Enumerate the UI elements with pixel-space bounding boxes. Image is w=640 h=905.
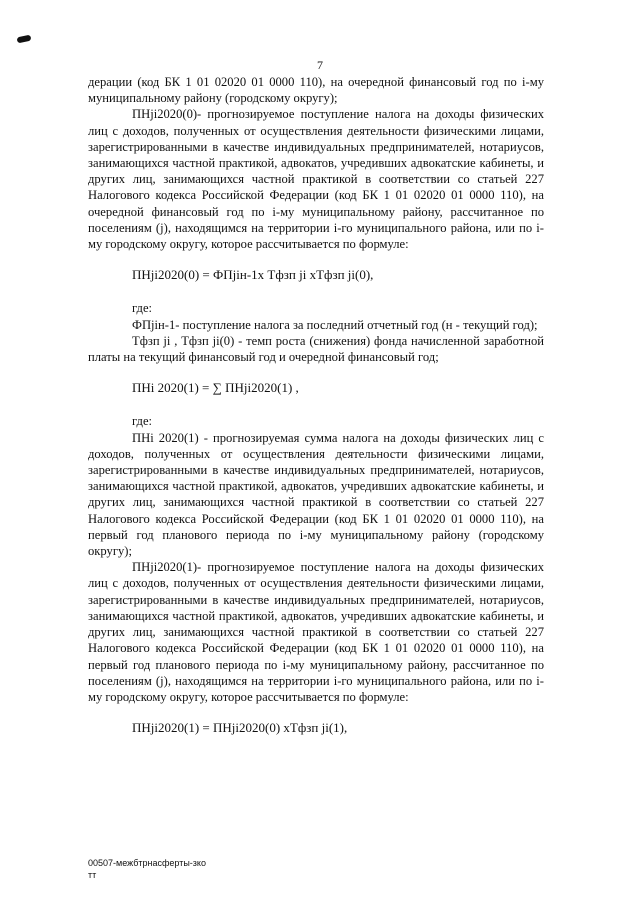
formula-3: ПНјі2020(1) = ПНјі2020(0) хТфзп јі(1), xyxy=(132,720,348,736)
paragraph-3: ФПјін-1- поступление налога за последний отчетный год (н - текущий год); xyxy=(132,317,538,332)
scan-mark xyxy=(17,35,32,44)
paragraph-4: Тфзп јі , Тфзп јі(0) - темп роста (снижения) фонда начисленной заработной платы на текущий финансовый год и очередной финансовый год; xyxy=(88,333,544,365)
document-body xyxy=(88,74,544,753)
footer-code: 00507-межбтрнасферты-зко xyxy=(88,858,206,868)
formula-2: ПНі 2020(1) = ∑ ПНјі2020(1) , xyxy=(132,380,299,396)
paragraph-6: ПНјі2020(1)- прогнозируемое поступление налога на доходы физических лиц с доходов, полученных от осуществления деятельности физическими лицами, зарегистрированными в качестве индивидуальных предпринимателей, нотариусов, занимающихся частной практикой, адвокатов, учредивших адвокатские кабинеты, и других лиц, занимающихся частной практикой в соответствии со статьей 227 Налогового кодекса Российской Федерации (код БК 1 01 02020 01 0000 110), на первый год планового периода по і-му муниципальному району, рассчитанное по поселениям (j), находящимся на территории і-го муниципального района, или по і-му городскому округу, которое рассчитывается по формуле: xyxy=(88,560,544,704)
paragraph-5: ПНі 2020(1) - прогнозируемая сумма налога на доходы физических лиц с доходов, полученных от осуществления деятельности физическими лицами, зарегистрированными в качестве индивидуальных предпринимателей, нотариусов, занимающихся частной практикой, адвокатов, учредивших адвокатские кабинеты, и других лиц, занимающихся частной практикой в соответствии со статьей 227 Налогового кодекса Российской Федерации (код БК 1 01 02020 01 0000 110), на первый год планового периода по і-му муниципальному району (городскому округу); xyxy=(88,430,544,559)
page-number: 7 xyxy=(317,58,323,72)
where-label-2: где: xyxy=(132,414,153,429)
formula-1: ПНјі2020(0) = ФПјін-1х Тфзп јі хТфзп јі(0), xyxy=(132,267,374,283)
footer xyxy=(88,857,206,881)
footer-initials: тт xyxy=(88,870,97,880)
where-label-1: где: xyxy=(132,301,153,316)
paragraph-1: дерации (код БК 1 01 02020 01 0000 110), на очередной финансовый год по і-му муниципальному району (городскому округу); xyxy=(88,75,544,106)
paragraph-2: ПНјі2020(0)- прогнозируемое поступление налога на доходы физических лиц с доходов, полученных от осуществления деятельности физическими лицами, зарегистрированными в качестве индивидуальных предпринимателей, нотариусов, занимающихся частной практикой, адвокатов, учредивших адвокатские кабинеты, и других лиц, занимающихся частной практикой в соответствии со статьей 227 Налогового кодекса Российской Федерации (код БК 1 01 02020 01 0000 110), на очередной финансовый год по і-му муниципальному району, рассчитанное по поселениям (j), находящимся на территории і-го муниципального района, или по і-му городскому округу, которое рассчитывается по формуле: xyxy=(88,107,544,252)
